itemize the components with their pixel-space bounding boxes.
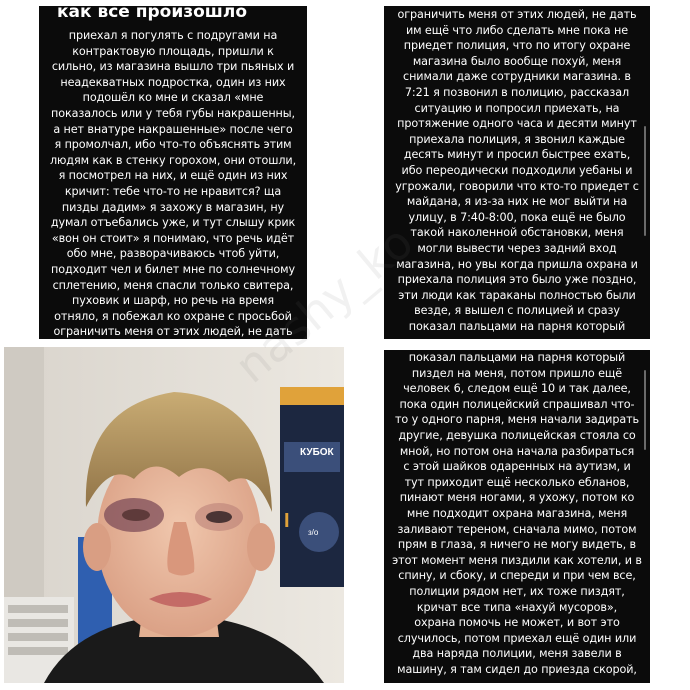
- story-text-2: ограничить меня от этих людей, не дать им ещё что либо сделать мне пока не приедет полиция, что по итогу охране магазина было вообще похуй, меня снимали даже сотрудники магазина. в 7:21 я позвонил в полицию, рассказал ситуацию и попросил приехать, на протяжение одного часа и десяти минут приехала полиция, я звонил каждые десять минут и просил быстрее ехать, ибо переодически подходили уебаны и угрожали, говорили что кто-то приедет с майдана, я из-за них не мог выйти на улицу, в 7:40-8:00, пока ещё не было такой наколенной обстановки, меня могли вывести через задний вход магазина, но увы когда пришла охрана и приехала полиция это было уже поздно, эти люди как тараканы полностью были везде, я вышел с полицией и сразу показал пальцами на парня который: [395, 8, 639, 333]
- story-text-1: приехал я погулять с подругами на контрактовую площадь, пришли к сильно, из магазина вышло три пьяных и неадекватных подростка, один из них подошёл ко мне и сказал «мне показалось или у тебя губы накрашенны, а нет внатуре накрашенные» после чего я промолчал, ибо что-то объяснять этим людям как в стенку горохом, они отошли, я посмотрел на них, и ещё один из них кричит: тебе что-то не нравится? ща пизды дадим» я захожу в магазин, ну думал отъебались уже, и тут слышу крик «вон он стоит» я понимаю, что речь идёт обо мне, разворачиваюсь чтоб уйти, подходит чел и билет мне по солнечному сплетению, меня спасли только свитера, пуховик и шарф, но речь на время отняло, я побежал ко охране с просьбой ограничить меня от этих людей, не дать: [49, 29, 297, 339]
- story-panel-1: [39, 6, 307, 339]
- scroll-indicator: [644, 370, 646, 450]
- poster-caption: з/о: [308, 528, 319, 537]
- selfie-photo: [4, 347, 344, 683]
- poster-digit: I: [284, 510, 290, 532]
- story-panel-2: [384, 6, 650, 339]
- story-title: как все произошло: [57, 6, 247, 22]
- selfie-illustration: [4, 347, 344, 683]
- wall-poster: [280, 387, 344, 587]
- watermark: nashy_ko: [224, 214, 424, 394]
- scroll-indicator: [644, 126, 646, 236]
- story-text-3: показал пальцами на парня который пиздел на меня, потом пришло ещё человек 6, следом ещё 10 и так далее, пока один полицейский спрашивал что- то у одного парня, меня начали задирать другие, девушка полицейская стояла со мной, но потом она начала разбираться с этой шайков одаренных на аутизм, и тут приходит ещё несколько ебланов, пинают меня ногами, я ухожу, потом ко мне подходит охрана магазина, меня заливают тереном, сначала мимо, потом прям в глаза, я ничего не могу видеть, в этот момент меня пиздили как хотели, и в спину, и сбоку, и спереди и при чем все, полиции рядом нет, их тоже пиздят, кричат все типа «нахуй мусоров», охрана помочь не может, и вот это случилось, потом приехал ещё один или два наряда полиции, меня завели в машину, я там сидел до приезда скорой,: [392, 351, 642, 676]
- poster-title: КУБОК: [300, 447, 334, 458]
- story-panel-3: [384, 350, 650, 683]
